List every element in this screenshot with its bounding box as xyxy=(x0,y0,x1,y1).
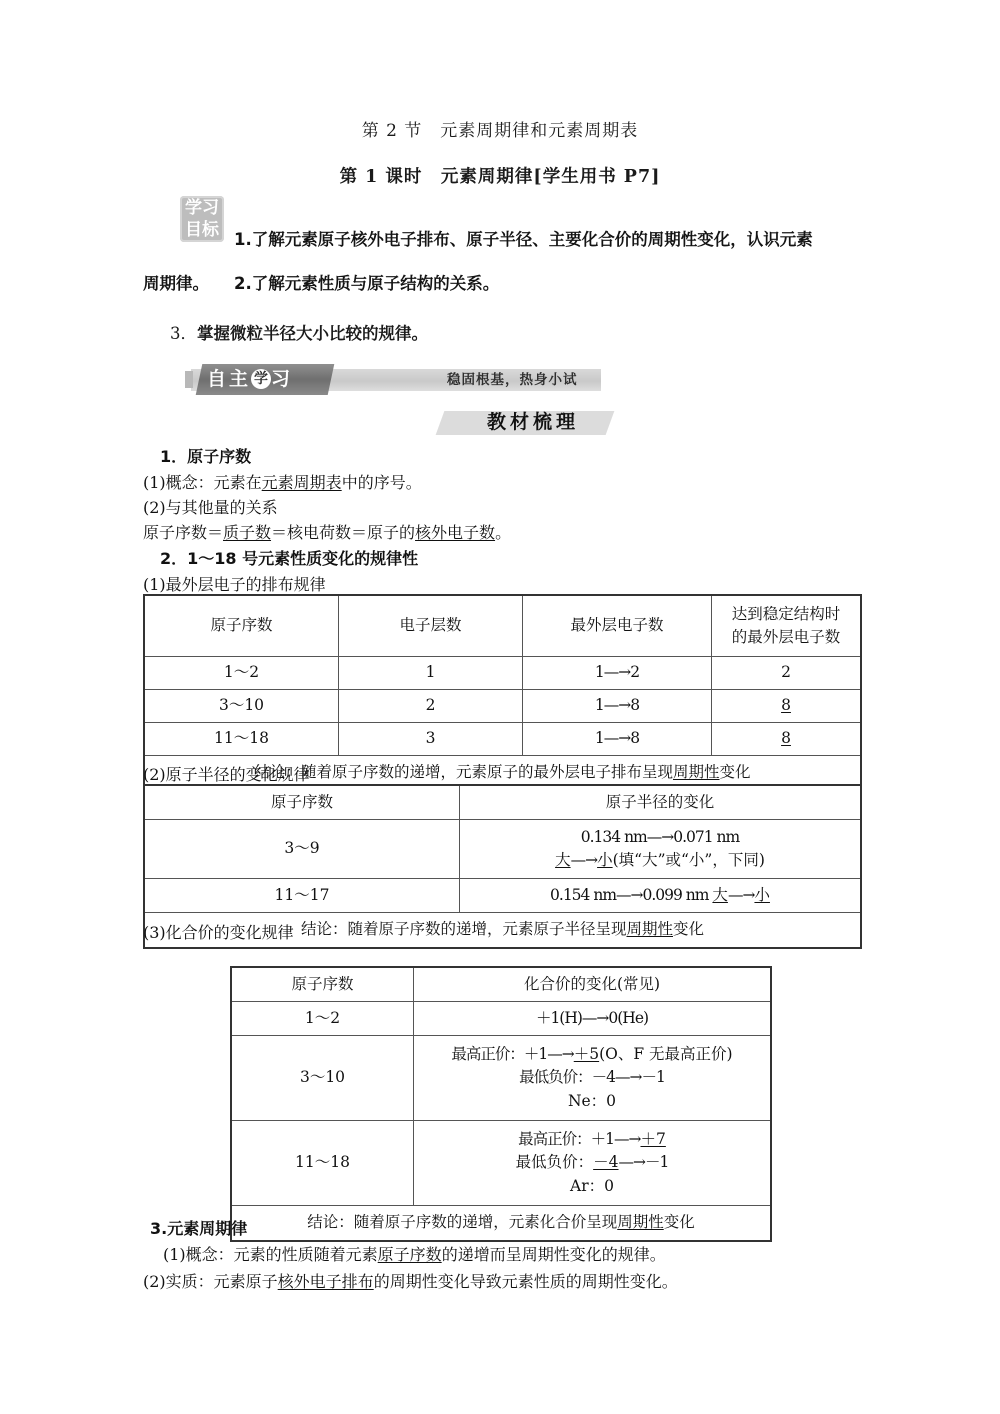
t2-concl-underlined: 周期性 xyxy=(626,920,673,939)
t1-r1-c2: 1 xyxy=(339,657,523,690)
table-row-header xyxy=(144,595,861,657)
t3-r3-l1-a: 最高正价：＋1—→ xyxy=(518,1130,641,1149)
t3-concl-b: 变化 xyxy=(663,1213,695,1232)
t1-r3-c4 xyxy=(712,723,862,756)
t1-header-4 xyxy=(712,595,862,657)
t1-r3-c4-value: 8 xyxy=(781,729,791,748)
t2-r1-line-1: 0.134 nm—→0.071 nm xyxy=(580,827,740,846)
page-title: 第 2 节 元素周期律和元素周期表 xyxy=(361,121,639,141)
banner-motto: 稳固根基，热身小试 xyxy=(447,372,578,388)
t1-r1-c3: 1—→2 xyxy=(523,657,712,690)
t1-r1-c1: 1～2 xyxy=(144,657,339,690)
t3-header-2: 化合价的变化(常见) xyxy=(414,967,772,1002)
t3-r3-line-2 xyxy=(418,1151,766,1174)
section1-line-2: (2)与其他量的关系 xyxy=(143,498,278,517)
s1l3-b: ＝核电荷数＝原子的 xyxy=(271,523,416,542)
t2-r1-arrow: —→ xyxy=(570,851,598,869)
section3-line-2 xyxy=(143,1269,678,1292)
banner-label-a: 自主 xyxy=(207,368,252,390)
t1-r1-c4: 2 xyxy=(712,657,862,690)
s3l2-a: (2)实质：元素原子 xyxy=(143,1272,278,1291)
s3l2-b: 的周期性变化导致元素性质的周期性变化。 xyxy=(373,1272,678,1291)
table-valence-change xyxy=(230,966,772,1242)
learning-objective-badge xyxy=(180,196,224,242)
t1-header-3: 最外层电子数 xyxy=(523,595,712,657)
t2-concl-b: 变化 xyxy=(673,920,705,939)
t1-header-1: 原子序数 xyxy=(144,595,339,657)
t3-concl-a: 结论：随着原子序数的递增，元素化合价呈现 xyxy=(307,1213,618,1232)
t1-concl-underlined: 周期性 xyxy=(672,763,720,782)
badge-line-1: 学习 xyxy=(185,198,219,218)
t1-r3-c3: 1—→8 xyxy=(523,723,712,756)
t3-r3-line-1 xyxy=(418,1128,766,1151)
t1-r2-c1: 3～10 xyxy=(144,690,339,723)
table-row xyxy=(231,1002,771,1036)
t3-r2-line-1 xyxy=(418,1043,766,1066)
section-banner-self-study xyxy=(185,364,601,395)
s1l3-a: 原子序数＝ xyxy=(143,523,224,542)
t3-header-1: 原子序数 xyxy=(231,967,414,1002)
t1-header-4-line-1: 达到稳定结构时 xyxy=(731,604,841,623)
section3-heading: 3.元素周期律 xyxy=(150,1219,248,1238)
s3l1-underlined: 原子序数 xyxy=(377,1245,442,1264)
t2-header-1: 原子序数 xyxy=(144,785,460,820)
t2-r2-u1: 大 xyxy=(712,885,728,904)
s3l1-b: 的递增而呈周期性变化的规律。 xyxy=(441,1245,666,1264)
t1-r2-c4-value: 8 xyxy=(781,696,791,715)
t2-r2-arrow: —→ xyxy=(727,885,755,904)
t3-concl-underlined: 周期性 xyxy=(617,1213,664,1232)
t2-r1-line-2 xyxy=(464,849,856,872)
t3-r2-l1-b: (O、F 无最高正价) xyxy=(599,1045,733,1064)
table-row xyxy=(144,820,861,879)
badge-line-2: 目标 xyxy=(185,220,219,240)
t3-r2-value xyxy=(414,1036,772,1121)
s1l1-b: 中的序号。 xyxy=(341,473,422,492)
t3-r1-value: ＋1(H)—→0(He) xyxy=(414,1002,772,1036)
t2-concl-a: 结论：随着原子序数的递增，元素原子半径呈现 xyxy=(300,920,627,939)
s1l1-a: (1)概念：元素在 xyxy=(143,473,262,492)
objective-item-3 xyxy=(170,320,428,344)
subhead-text: 教材梳理 xyxy=(486,411,579,433)
table-row-header xyxy=(144,785,861,820)
t1-r2-c3: 1—→8 xyxy=(523,690,712,723)
t3-r3-line-3: Ar：0 xyxy=(570,1176,614,1195)
table-row xyxy=(144,690,861,723)
t3-r2-line-3: Ne：0 xyxy=(567,1091,617,1110)
t3-r2-l1-a: 最高正价：＋1—→ xyxy=(451,1045,574,1064)
objective-item-3-number: 3． xyxy=(170,324,197,343)
s3l2-underlined: 核外电子排布 xyxy=(277,1272,374,1291)
t2-header-2: 原子半径的变化 xyxy=(460,785,862,820)
s3l1-a: (1)概念：元素的性质随着元素 xyxy=(163,1245,378,1264)
banner-label-b: 习 xyxy=(271,368,294,390)
t3-conclusion xyxy=(231,1206,771,1242)
t2-r2-value-a: 0.154 nm—→0.099 nm xyxy=(550,885,713,904)
t1-header-2: 电子层数 xyxy=(339,595,523,657)
t1-concl-b: 变化 xyxy=(719,763,751,782)
table-row xyxy=(231,1121,771,1206)
objective-item-2: 2.了解元素性质与原子结构的关系。 xyxy=(234,274,500,293)
objective-item-1-continued: 周期律。 xyxy=(143,274,209,293)
t1-header-4-line-2: 的最外层电子数 xyxy=(731,628,841,646)
t3-r3-label: 11～18 xyxy=(231,1121,414,1206)
t2-r2-u2: 小 xyxy=(754,885,770,904)
t1-r2-c4 xyxy=(712,690,862,723)
table-row-conclusion xyxy=(231,1206,771,1242)
t3-r2-line-2: 最低负价：－4—→－1 xyxy=(519,1068,665,1087)
objective-item-3-text: 掌握微粒半径大小比较的规律。 xyxy=(197,324,428,343)
s1l3-underlined-2: 核外电子数 xyxy=(415,523,496,542)
section2-sub-1: (1)最外层电子的排布规律 xyxy=(143,575,326,594)
section1-line-1 xyxy=(143,470,422,493)
s1l3-c: 。 xyxy=(495,523,512,542)
s1l3-underlined-1: 质子数 xyxy=(223,523,272,542)
t1-concl-a: 结论：随着原子序数的递增，元素原子的最外层电子排布呈现 xyxy=(254,763,673,782)
objective-item-1: 1.了解元素原子核外电子排布、原子半径、主要化合价的周期性变化，认识元素 xyxy=(234,230,813,249)
section1-heading: 1．原子序数 xyxy=(160,447,252,466)
section2-sub-2: (2)原子半径的变化规律 xyxy=(143,765,310,784)
t3-r3-l2-a: 最低负价： xyxy=(515,1153,594,1172)
table-row-header xyxy=(231,967,771,1002)
table-row xyxy=(144,657,861,690)
section2-heading: 2．1～18 号元素性质变化的规律性 xyxy=(160,549,419,568)
t3-r3-value xyxy=(414,1121,772,1206)
subsection-heading-textbook-review xyxy=(440,408,610,438)
t3-r3-l2-underlined: －4 xyxy=(593,1153,619,1172)
t3-r2-l1-underlined: ＋5 xyxy=(573,1045,600,1064)
t2-r1-u1: 大 xyxy=(555,851,571,869)
table-row xyxy=(144,723,861,756)
t3-r3-l1-underlined: ＋7 xyxy=(640,1130,666,1149)
table-row xyxy=(231,1036,771,1121)
t3-r2-label: 3～10 xyxy=(231,1036,414,1121)
banner-label xyxy=(207,366,331,393)
t3-r3-l2-b: —→－1 xyxy=(618,1153,669,1172)
t2-r1-u2: 小 xyxy=(597,851,613,869)
t3-r1-label: 1～2 xyxy=(231,1002,414,1036)
t1-r3-c2: 3 xyxy=(339,723,523,756)
t2-r1-rest: (填“大”或“小”，下同) xyxy=(612,851,765,869)
t2-r1-label: 3～9 xyxy=(144,820,460,879)
section3-line-1 xyxy=(163,1242,666,1265)
banner-tick-decoration xyxy=(185,371,193,388)
t1-r2-c2: 2 xyxy=(339,690,523,723)
section1-line-3 xyxy=(143,520,511,543)
table-row xyxy=(144,879,861,913)
section2-sub-3: (3)化合价的变化规律 xyxy=(143,923,294,942)
t2-r2-label: 11～17 xyxy=(144,879,460,913)
t2-r1-value xyxy=(460,820,862,879)
banner-label-circle: 学 xyxy=(251,369,271,389)
t1-r3-c1: 11～18 xyxy=(144,723,339,756)
s1l1-underlined: 元素周期表 xyxy=(261,473,342,492)
page-subtitle: 第 1 课时 元素周期律[学生用书 P7] xyxy=(339,167,661,187)
t2-r2-value xyxy=(460,879,862,913)
